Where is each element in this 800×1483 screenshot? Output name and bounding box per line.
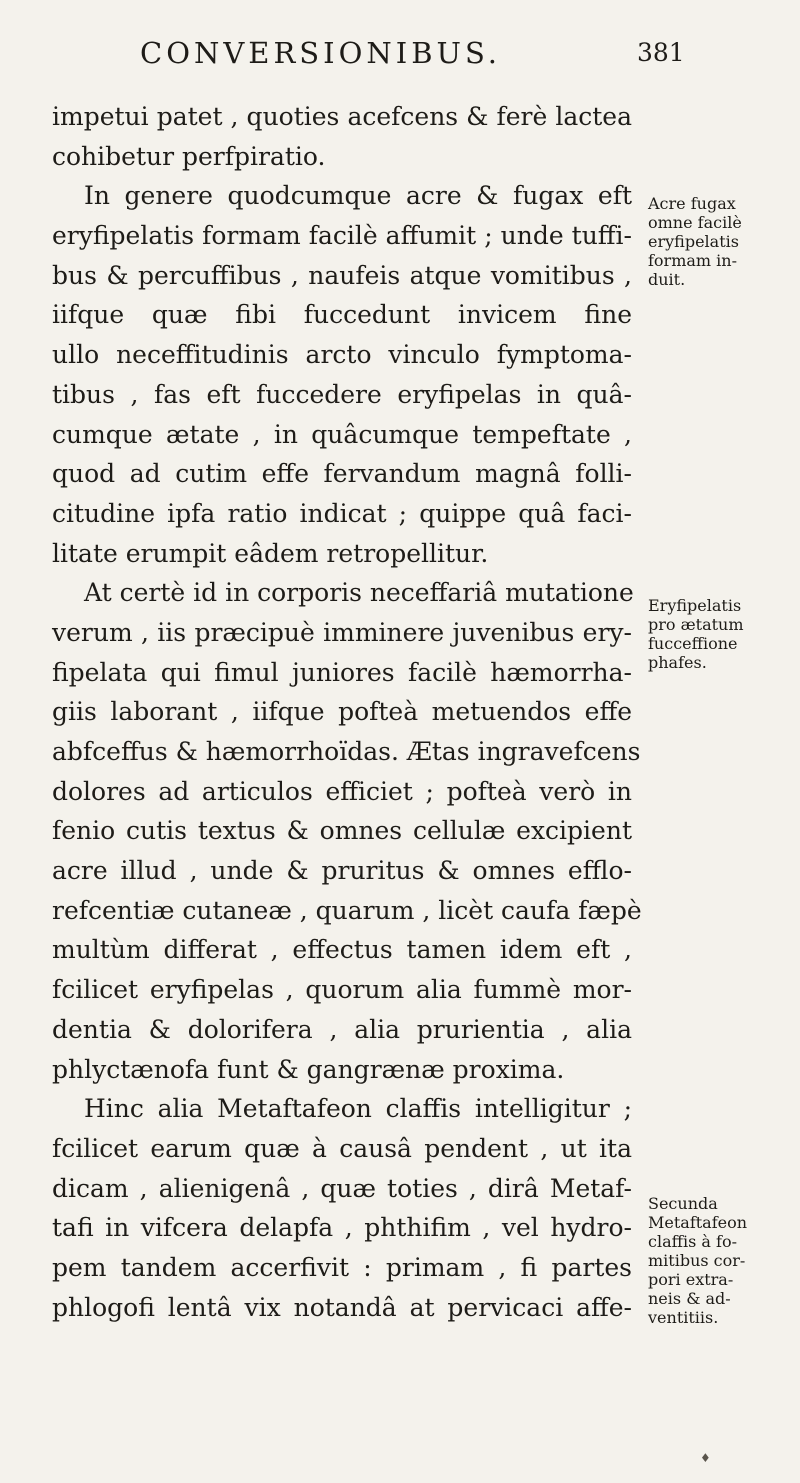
text-line: refcentiæ cutaneæ , quarum , licèt caufa fæpè — [52, 895, 642, 925]
text-line: phlogofi lentâ vix notandâ at pervicaci affe- — [52, 1292, 632, 1322]
text-line: citudine ipfa ratio indicat ; quippe quâ faci- — [52, 498, 632, 528]
margin-note-eryfipelatis — [648, 596, 798, 672]
text-line: cumque ætate , in quâcumque tempeftate , — [52, 419, 632, 449]
text-line: bus & percuffibus , naufeis atque vomitibus , — [52, 260, 632, 290]
text-line: abfceffus & hæmorrhoïdas. Ætas ingravefcens — [52, 737, 641, 766]
text-line: dicam , alienigenâ , quæ toties , dirâ Metaf- — [52, 1173, 632, 1203]
text-line: fenio cutis textus & omnes cellulæ excipient — [52, 816, 632, 846]
margin-note-line: ventitiis. — [648, 1308, 719, 1327]
margin-note-line: Secunda — [648, 1194, 718, 1213]
text-line: ullo neceffitudinis arcto vinculo fymptoma- — [52, 340, 632, 370]
text-line: impetui patet , quoties acefcens & ferè lactea — [52, 102, 632, 131]
text-line: multùm differat , effectus tamen idem eft , — [52, 935, 632, 965]
running-head-title: CONVERSIONIBUS. — [140, 36, 502, 70]
running-head — [0, 36, 800, 86]
text-line: quod ad cutim effe fervandum magnâ folli- — [52, 459, 632, 489]
page-number: 381 — [637, 38, 685, 67]
text-line: fipelata qui fimul juniores facilè hæmorrha- — [52, 657, 632, 687]
text-line: eryfipelatis formam facilè affumit ; unde tuffi- — [52, 221, 632, 251]
margin-note-line: phafes. — [648, 653, 707, 672]
margin-note-line: mitibus cor- — [648, 1251, 746, 1270]
margin-note-line: Eryfipelatis — [648, 596, 742, 615]
margin-note-line: neis & ad- — [648, 1289, 731, 1308]
text-line: dolores ad articulos efficiet ; pofteà verò in — [52, 776, 632, 806]
margin-note-line: eryfipelatis — [648, 232, 739, 251]
margin-note-line: Metaftafeon — [648, 1213, 748, 1232]
text-line: In genere quodcumque acre & fugax eft — [84, 181, 632, 211]
printer-mark: ♦ — [700, 1451, 711, 1465]
margin-note-line: duit. — [648, 270, 686, 289]
text-line: litate erumpit eâdem retropellitur. — [52, 538, 489, 568]
margin-note-line: formam in- — [648, 251, 737, 270]
margin-note-secunda — [648, 1194, 798, 1327]
text-line: acre illud , unde & pruritus & omnes efflo- — [52, 856, 632, 886]
text-line: cohibetur perfpiratio. — [52, 141, 326, 171]
body-text — [52, 97, 642, 1327]
text-line: tibus , fas eft fuccedere eryfipelas in quâ- — [52, 379, 632, 409]
text-line: fcilicet eryfipelas , quorum alia fummè mor- — [52, 975, 632, 1005]
margin-note-line: pro ætatum — [648, 615, 744, 634]
text-line: pem tandem accerfivit : primam , fi partes — [52, 1252, 632, 1282]
text-line: fcilicet earum quæ à causâ pendent , ut ita — [52, 1133, 632, 1163]
text-line: At certè id in corporis neceffariâ mutatione — [84, 578, 634, 608]
text-line: iifque quæ fibi fuccedunt invicem fine — [52, 300, 632, 330]
text-line: dentia & dolorifera , alia prurientia , alia — [52, 1014, 632, 1044]
margin-note-acre-fugax — [648, 194, 798, 289]
text-line: verum , iis præcipuè imminere juvenibus ery- — [52, 617, 632, 647]
text-line: tafi in vifcera delapfa , phthifim , vel hydro- — [52, 1213, 632, 1243]
text-line: phlyctænofa funt & gangrænæ proxima. — [52, 1054, 565, 1084]
text-line: giis laborant , iifque pofteà metuendos effe — [52, 697, 632, 727]
text-line: Hinc alia Metaftafeon claffis intelligitur ; — [84, 1094, 632, 1124]
margin-note-line: Acre fugax — [648, 194, 736, 213]
margin-note-line: omne facilè — [648, 213, 742, 232]
margin-note-line: claffis à fo- — [648, 1232, 737, 1251]
margin-note-line: fucceffione — [648, 634, 738, 653]
margin-note-line: pori extra- — [648, 1270, 734, 1289]
